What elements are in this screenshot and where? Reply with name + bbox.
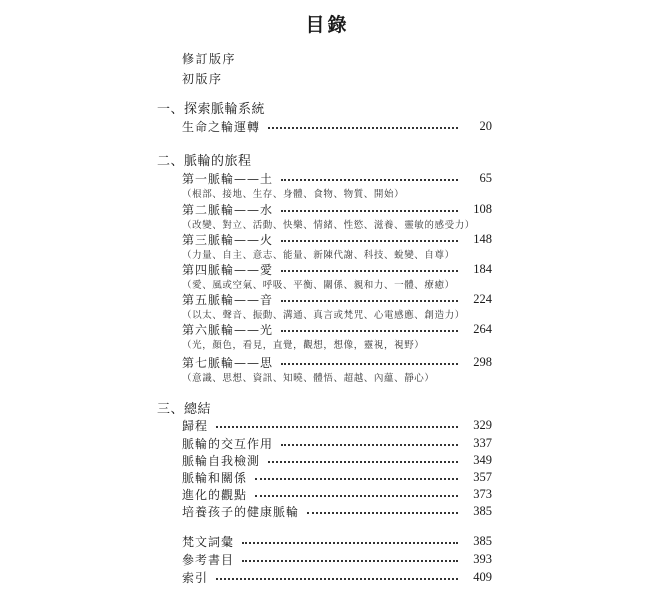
entry-label: 第六脈輪——光 [182,322,274,337]
toc-entry [182,118,492,134]
entry-page: 298 [473,354,492,369]
dot-leader [242,542,458,544]
entry-keywords: （光，顏色，看見，直覺，觀想，想像，靈視，視野） [182,340,425,351]
entry-page: 184 [473,261,492,276]
entry-page: 373 [473,486,492,501]
entry-page: 264 [473,321,492,336]
dot-leader [268,461,458,463]
toc-entry [182,569,492,585]
toc-title: 目錄 [305,14,350,36]
entry-page: 224 [473,291,492,306]
toc-entry [182,452,492,468]
toc-entry [182,503,492,519]
toc-entry [182,486,492,502]
entry-label: 索引 [182,570,209,585]
entry-label: 第二脈輪——水 [182,202,274,217]
entry-label: 生命之輪運轉 [182,119,261,134]
dot-leader [281,330,458,332]
dot-leader [281,240,458,242]
entry-keywords: （以太、聲音、振動、溝通、真言或梵咒、心電感應、創造力） [182,310,465,321]
toc-entry [182,417,492,433]
dot-leader [281,444,458,446]
toc-entry [182,291,492,307]
section-heading-explore: 一、探索脈輪系統 [157,102,266,117]
entry-label: 脈輪自我檢測 [182,453,261,468]
entry-label: 第七脈輪——思 [182,355,274,370]
entry-keywords: （力量、自主、意志、能量、新陳代謝、科技、蛻變、自尊） [182,250,455,261]
entry-page: 385 [473,533,492,548]
entry-page: 20 [479,118,492,133]
entry-label: 第一脈輪——土 [182,171,274,186]
entry-label: 第五脈輪——音 [182,292,274,307]
dot-leader [255,478,458,480]
dot-leader [216,578,458,580]
dot-leader [281,270,458,272]
entry-keywords: （改變、對立、活動、快樂、情緒、性慾、滋養、靈敏的感受力） [182,220,475,231]
entry-label: 培養孩子的健康脈輪 [182,504,300,519]
entry-page: 329 [473,417,492,432]
entry-page: 409 [473,569,492,584]
dot-leader [281,179,458,181]
entry-page: 148 [473,231,492,246]
toc-entry [182,201,492,217]
entry-label: 進化的觀點 [182,487,248,502]
dot-leader [242,560,458,562]
entry-label: 脈輪和關係 [182,470,248,485]
entry-keywords: （意識、思想、資訊、知曉、體悟、超越、內蘊、靜心） [182,373,435,384]
dot-leader [281,300,458,302]
toc-entry [182,435,492,451]
preface-first: 初版序 [182,72,223,86]
entry-page: 357 [473,469,492,484]
entry-label: 脈輪的交互作用 [182,436,274,451]
entry-keywords: （根部、接地、生存、身體、食物、物質、開始） [182,189,405,200]
entry-page: 385 [473,503,492,518]
toc-entry [182,231,492,247]
entry-label: 梵文詞彙 [182,534,235,549]
toc-entry [182,170,492,186]
dot-leader [281,210,458,212]
dot-leader [255,495,458,497]
toc-entry [182,469,492,485]
entry-label: 第四脈輪——愛 [182,262,274,277]
toc-entry [182,354,492,370]
toc-entry [182,551,492,567]
entry-label: 參考書目 [182,552,235,567]
entry-page: 108 [473,201,492,216]
section-heading-journey: 二、脈輪的旅程 [157,154,252,169]
section-heading-summary: 三、總結 [157,402,212,417]
dot-leader [307,512,458,514]
dot-leader [216,426,458,428]
entry-page: 393 [473,551,492,566]
entry-page: 65 [479,170,492,185]
entry-label: 歸程 [182,418,209,433]
entry-page: 337 [473,435,492,450]
entry-label: 第三脈輪——火 [182,232,274,247]
entry-page: 349 [473,452,492,467]
dot-leader [281,363,458,365]
toc-entry [182,533,492,549]
entry-keywords: （愛、風或空氣、呼吸、平衡、關係、親和力、一體、療癒） [182,280,455,291]
dot-leader [268,127,458,129]
toc-entry [182,261,492,277]
toc-entry [182,321,492,337]
preface-revised: 修訂版序 [182,52,237,66]
